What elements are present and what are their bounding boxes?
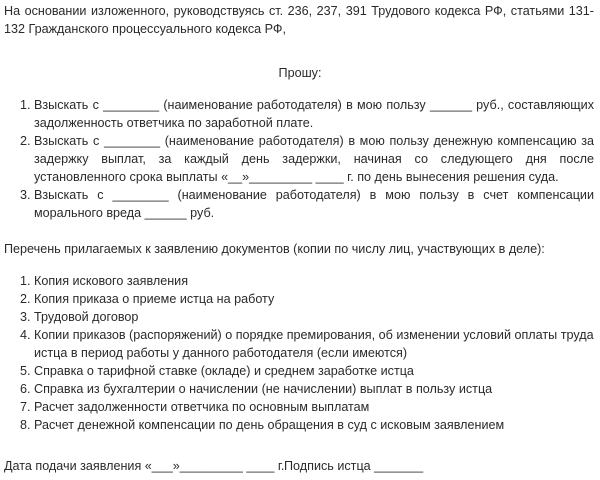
attachments-list <box>20 272 594 434</box>
intro-paragraph: На основании изложенного, руководствуясь ст. 236, 237, 391 Трудового кодекса РФ, статьями 131-132 Гражданского процессуального кодекса РФ, <box>4 4 594 36</box>
claim-text: Взыскать с ________ (наименование работодателя) в мою пользу ______ руб., составляющих задолженность ответчика по заработной плате. <box>34 98 594 130</box>
attachments-title: Перечень прилагаемых к заявлению документов (копии по числу лиц, участвующих в деле): <box>4 242 545 256</box>
attachment-item <box>20 398 594 416</box>
attachment-text: Расчет задолженности ответчика по основным выплатам <box>34 400 370 414</box>
claim-number: 1. <box>20 98 31 112</box>
claims-list <box>20 96 594 222</box>
attachment-text: Копия приказа о приеме истца на работу <box>34 292 275 306</box>
attachment-item <box>20 380 594 398</box>
attachment-number: 3. <box>20 310 31 324</box>
attachment-text: Расчет денежной компенсации по день обращения в суд с исковым заявлением <box>34 418 505 432</box>
attachment-number: 5. <box>20 364 31 378</box>
attachment-number: 8. <box>20 418 31 432</box>
request-heading: Прошу: <box>278 66 322 80</box>
claim-text: Взыскать с ________ (наименование работодателя) в мою пользу в счет компенсации морального вреда ______ руб. <box>34 188 594 220</box>
attachment-text: Справка из бухгалтерии о начислении (не начислении) выплат в пользу истца <box>34 382 493 396</box>
claim-item <box>20 132 594 186</box>
attachment-text: Копии приказов (распоряжений) о порядке премирования, об изменении условий оплаты труда истца в период работы у данного работодателя (если имеются) <box>34 328 594 360</box>
attachment-item <box>20 326 594 362</box>
claim-text: Взыскать с ________ (наименование работодателя) в мою пользу денежную компенсацию за задержку выплат, за каждый день задержки, начиная со следующего дня после установленного срока выплаты «__»_________ ____ г. по день вынесения решения суда. <box>34 134 594 184</box>
attachment-number: 2. <box>20 292 31 306</box>
attachment-number: 1. <box>20 274 31 288</box>
plaintiff-signature-line: Подпись истца _______ <box>284 459 424 473</box>
attachment-item <box>20 308 594 326</box>
attachment-item <box>20 416 594 434</box>
filing-date-line: Дата подачи заявления «___»_________ ____ г. <box>4 459 285 473</box>
attachment-text: Справка о тарифной ставке (окладе) и среднем заработке истца <box>34 364 414 378</box>
claim-number: 3. <box>20 188 31 202</box>
attachment-number: 4. <box>20 328 31 342</box>
claim-item <box>20 96 594 132</box>
attachment-item <box>20 290 594 308</box>
claim-item <box>20 186 594 222</box>
claim-number: 2. <box>20 134 31 148</box>
attachment-text: Трудовой договор <box>34 310 139 324</box>
attachment-item <box>20 362 594 380</box>
attachment-number: 6. <box>20 382 31 396</box>
attachment-item <box>20 272 594 290</box>
attachment-number: 7. <box>20 400 31 414</box>
attachment-text: Копия искового заявления <box>34 274 189 288</box>
